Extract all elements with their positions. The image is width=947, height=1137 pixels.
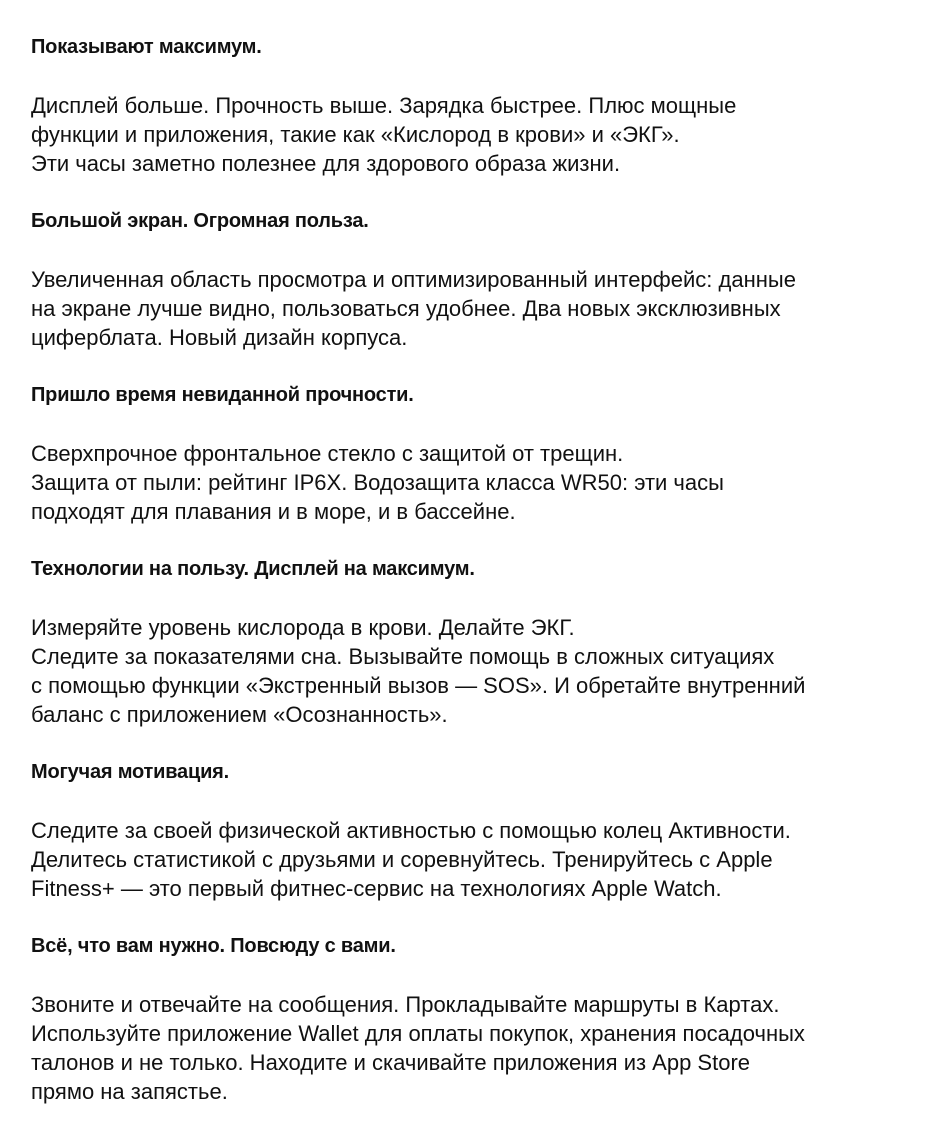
- section-text: Сверхпрочное фронтальное стекло с защитой от трещин. Защита от пыли: рейтинг IP6X. Водозащита класса WR50: эти часы подходят для плавания и в море, и в бассейне.: [31, 441, 724, 524]
- section-big-screen: [31, 207, 931, 352]
- section-text: Следите за своей физической активностью с помощью колец Активности. Делитесь статистикой с друзьями и соревнуйтесь. Тренируйтесь с Apple Fitness+ — это первый фитнес-сервис на технологиях Apple Watch.: [31, 818, 791, 901]
- section-heading: Показывают максимум.: [31, 36, 262, 58]
- section-heading: Могучая мотивация.: [31, 761, 230, 783]
- section-everywhere: [31, 932, 931, 1106]
- section-heading: Всё, что вам нужно. Повсюду с вами.: [31, 935, 396, 957]
- section-durability: [31, 381, 931, 526]
- section-motivation: [31, 758, 931, 903]
- section-text: Измеряйте уровень кислорода в крови. Делайте ЭКГ. Следите за показателями сна. Вызывайте помощь в сложных ситуациях с помощью функции «Экстренный вызов — SOS». И обретайте внутренний баланс с приложением «Осознанность».: [31, 615, 806, 727]
- section-text: Звоните и отвечайте на сообщения. Прокладывайте маршруты в Картах. Используйте приложение Wallet для оплаты покупок, хранения посадочных талонов и не только. Находите и скачивайте приложения из App Store прямо на запястье.: [31, 992, 805, 1104]
- section-heading: Большой экран. Огромная польза.: [31, 210, 369, 232]
- section-heading: Технологии на пользу. Дисплей на максимум.: [31, 558, 475, 580]
- section-text: Дисплей больше. Прочность выше. Зарядка быстрее. Плюс мощные функции и приложения, такие как «Кислород в крови» и «ЭКГ». Эти часы заметно полезнее для здорового образа жизни.: [31, 93, 737, 176]
- section-text: Увеличенная область просмотра и оптимизированный интерфейс: данные на экране лучше видно, пользоваться удобнее. Два новых эксклюзивных циферблата. Новый дизайн корпуса.: [31, 267, 796, 350]
- section-health-tech: [31, 555, 931, 729]
- section-display: [31, 33, 931, 178]
- section-heading: Пришло время невиданной прочности.: [31, 384, 414, 406]
